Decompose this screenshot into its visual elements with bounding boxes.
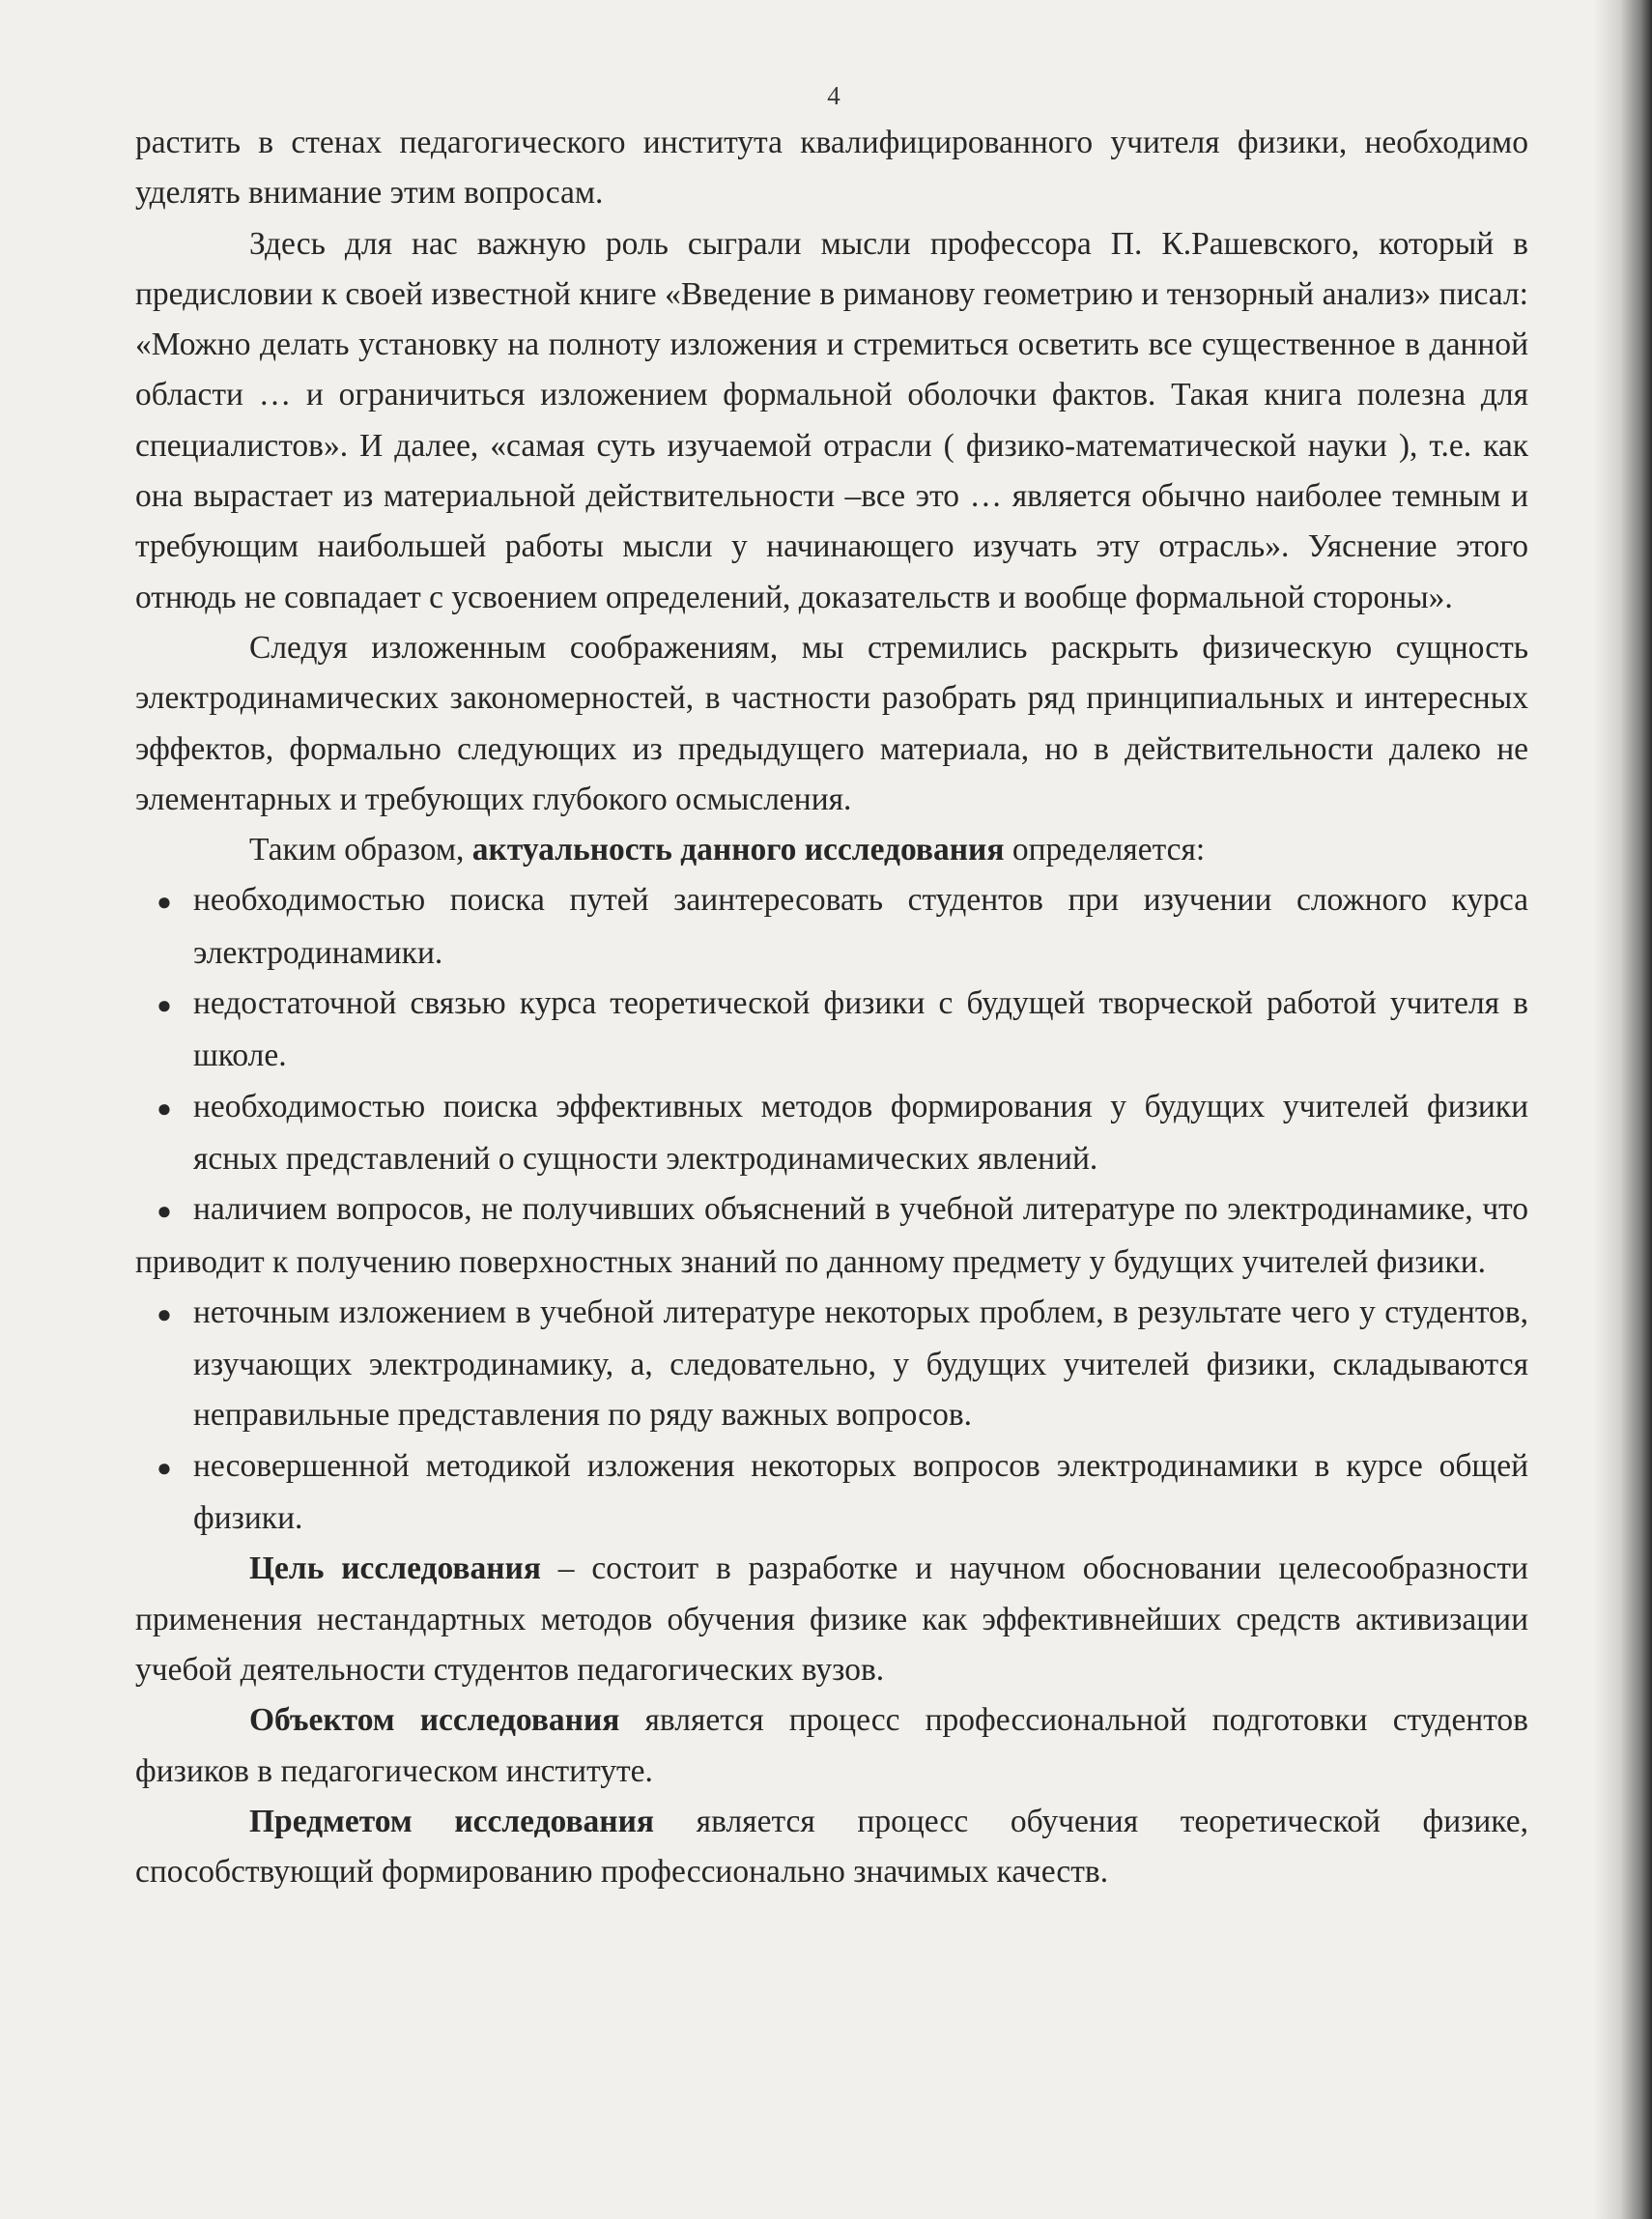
bullet-item	[135, 875, 1528, 979]
research-subject-term: Предметом исследования	[249, 1803, 655, 1839]
bullet-icon: ●	[157, 1299, 172, 1328]
paragraph-rashevsky-quote: Здесь для нас важную роль сыграли мысли профессора П. К.Рашевского, который в предисловии к своей известной книге «Введение в риманову геометрию и тензорный анализ» писал: «Можно делать установку на полноту изложения и стремиться осветить все существенное в данной области … и ограничиться изложением формальной оболочки фактов. Такая книга полезна для специалистов». И далее, «самая суть изучаемой отрасли ( физико-математической науки ), т.е. как она вырастает из материальной действительности –все это … является обычно наиболее темным и требующим наибольшей работы мысли у начинающего изучать эту отрасль». Уяснение этого отнюдь не совпадает с усвоением определений, доказательств и вообще формальной стороны».	[135, 225, 1528, 615]
research-object-term: Объектом исследования	[249, 1702, 620, 1739]
research-subject-text: является процесс обучения теоретической физике, способствующий формированию профессионально значимых качеств.	[135, 1803, 1528, 1891]
research-subject	[135, 1797, 1528, 1898]
bullet-text: несовершенной методикой изложения некоторых вопросов электродинамики в курсе общей физики.	[193, 1447, 1528, 1537]
relevance-tail: определяется:	[1011, 832, 1206, 868]
bullet-text: необходимостью поиска эффективных методов формирования у будущих учителей физики ясных представлений о сущности электродинамических явлений.	[193, 1088, 1528, 1177]
bullet-icon: ●	[157, 1453, 172, 1482]
page-number: 4	[827, 81, 840, 110]
research-goal	[135, 1544, 1528, 1695]
bullet-text: неточным изложением в учебной литературе некоторых проблем, в результате чего у студентов, изучающих электродинамику, а, следовательно, у будущих учителей физики, складываются неправильные представления по ряду важных вопросов.	[193, 1294, 1528, 1434]
document-body	[135, 118, 1528, 1897]
bullet-item	[135, 1288, 1528, 1441]
research-goal-term: Цель исследования	[249, 1550, 541, 1587]
bullet-item	[135, 1082, 1528, 1185]
bullet-icon: ●	[157, 1094, 172, 1123]
relevance-term: актуальность данного исследования	[471, 832, 1005, 868]
paragraph-considerations: Следуя изложенным соображениям, мы стремились раскрыть физическую сущность электродинамических закономерностей, в частности разобрать ряд принципиальных и интересных эффектов, формально следующих из предыдущего материала, но в действительности далеко не элементарных и требующих глубокого осмысления.	[135, 629, 1528, 817]
bullet-item	[135, 979, 1528, 1082]
bullet-text: необходимостью поиска путей заинтересовать студентов при изучении сложного курса электродинамики.	[193, 882, 1528, 971]
research-goal-text: – состоит в разработке и научном обосновании целесообразности применения нестандартных методов обучения физике как эффективнейших средств активизации учебой деятельности студентов педагогических вузов.	[135, 1550, 1528, 1688]
research-object	[135, 1695, 1528, 1797]
bullet-text: недостаточной связью курса теоретической физики с будущей творческой работой учителя в школе.	[193, 985, 1528, 1074]
research-object-text: является процесс профессиональной подготовки студентов физиков в педагогическом институте.	[135, 1702, 1529, 1789]
relevance-lead: Таким образом,	[249, 832, 465, 868]
bullet-icon: ●	[157, 991, 172, 1020]
bullet-item	[135, 1184, 1528, 1288]
bullet-icon: ●	[157, 1197, 172, 1226]
bullet-icon: ●	[157, 888, 172, 917]
bullet-text: наличием вопросов, не получивших объяснений в учебной литературе по электродинамике, что приводит к получению поверхностных знаний по данному предмету у будущих учителей физики.	[135, 1191, 1528, 1280]
relevance-intro	[135, 825, 1528, 875]
bullet-item	[135, 1441, 1528, 1545]
page-edge-shadow	[1594, 0, 1652, 2219]
paragraph-continuation: растить в стенах педагогического института квалифицированного учителя физики, необходимо уделять внимание этим вопросам.	[135, 125, 1528, 212]
